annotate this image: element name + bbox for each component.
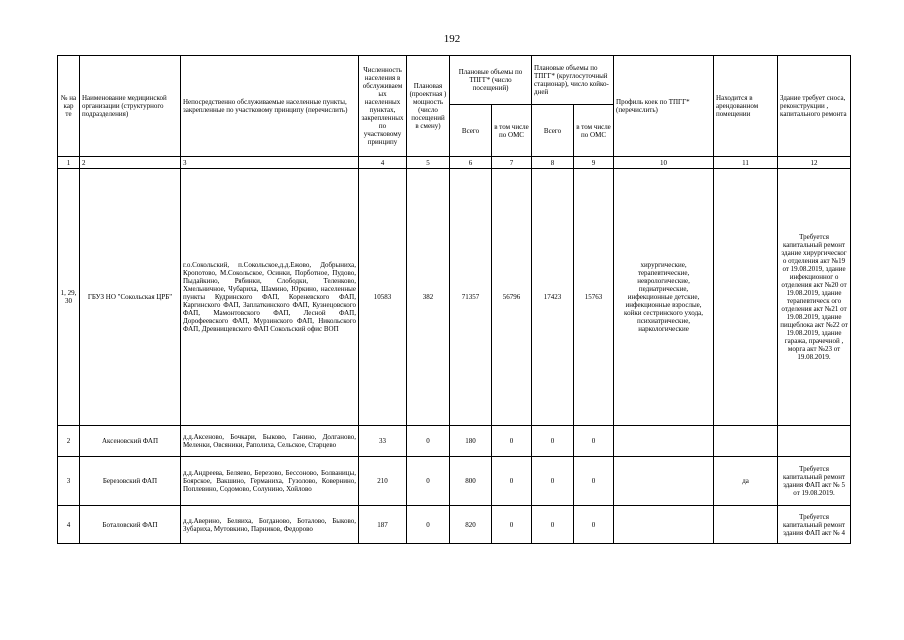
table-row <box>58 169 851 426</box>
header-number: № на кар те <box>58 56 80 157</box>
rented <box>714 506 778 544</box>
capacity: 0 <box>407 426 450 457</box>
page-number: 192 <box>443 33 461 45</box>
table-row <box>58 426 851 457</box>
rented: да <box>714 457 778 506</box>
column-number: 5 <box>407 157 450 169</box>
row-number: 2 <box>58 426 80 457</box>
header-settlements: Непосредственно обслуживаемые населенные пункты, закрепленные по участковому принципу (перечислить) <box>181 56 359 157</box>
beds-total: 17423 <box>532 169 574 426</box>
repair-status: Требуется капитальный ремонт здания ФАП акт № 4 <box>778 506 851 544</box>
visits-oms: 0 <box>492 457 532 506</box>
bed-profile <box>614 506 714 544</box>
capacity: 382 <box>407 169 450 426</box>
table-row <box>58 506 851 544</box>
medical-facilities-table <box>57 55 851 544</box>
beds-oms: 0 <box>574 506 614 544</box>
visits-oms: 0 <box>492 426 532 457</box>
column-number: 9 <box>574 157 614 169</box>
repair-status <box>778 426 851 457</box>
population: 187 <box>359 506 407 544</box>
column-number-row <box>58 157 851 169</box>
beds-oms: 0 <box>574 457 614 506</box>
facility-name: Боталовский ФАП <box>80 506 181 544</box>
column-number: 1 <box>58 157 80 169</box>
repair-status: Требуется капитальный ремонт здание хирургическог о отделения акт №19 от 19.08.2019, здание инфекционног о отделения акт №20 от 19.08.2019, здание терапевтическ ого отделения акт №21 от 19.08.2019, здание пищеблока акт №22 от 19.08.2019, здание гаража, прачечной , морга акт №23 от 19.08.2019. <box>778 169 851 426</box>
column-number: 3 <box>181 157 359 169</box>
visits-oms: 0 <box>492 506 532 544</box>
row-number: 3 <box>58 457 80 506</box>
column-number: 6 <box>450 157 492 169</box>
visits-total: 800 <box>450 457 492 506</box>
visits-total: 180 <box>450 426 492 457</box>
column-number: 11 <box>714 157 778 169</box>
beds-total: 0 <box>532 426 574 457</box>
header-facility-name: Наименование медицинской организации (структурного подразделения) <box>80 56 181 157</box>
beds-oms: 15763 <box>574 169 614 426</box>
row-number: 1, 29, 30 <box>58 169 80 426</box>
column-number: 2 <box>80 157 181 169</box>
header-rented: Находится в арендованном помещении <box>714 56 778 157</box>
capacity: 0 <box>407 457 450 506</box>
beds-total: 0 <box>532 457 574 506</box>
settlements: д.д.Аверино, Беляиха, Богданово, Боталово, Быково, Зубариха, Мутовкино, Парников, Федорово <box>181 506 359 544</box>
header-visits: Плановые объемы по ТПГГ* (число посещений) <box>450 56 532 105</box>
row-number: 4 <box>58 506 80 544</box>
visits-oms: 56796 <box>492 169 532 426</box>
header-capacity: Плановая (проектная ) мощность (число посещений в смену) <box>407 56 450 157</box>
population: 210 <box>359 457 407 506</box>
beds-oms: 0 <box>574 426 614 457</box>
column-number: 12 <box>778 157 851 169</box>
column-number: 10 <box>614 157 714 169</box>
capacity: 0 <box>407 506 450 544</box>
bed-profile <box>614 457 714 506</box>
table-row <box>58 457 851 506</box>
header-beds-oms: в том числе по ОМС <box>574 105 614 157</box>
repair-status: Требуется капитальный ремонт здания ФАП акт № 5 от 19.08.2019. <box>778 457 851 506</box>
header-beds-total: Всего <box>532 105 574 157</box>
beds-total: 0 <box>532 506 574 544</box>
facility-name: Аксеновский ФАП <box>80 426 181 457</box>
header-bed-profile: Профиль коек по ТПГГ* (перечислить) <box>614 56 714 157</box>
rented <box>714 426 778 457</box>
facility-name: Березовский ФАП <box>80 457 181 506</box>
header-population: Численность населения в обслуживаем ых населенных пунктах, закрепленных по участковому принципу <box>359 56 407 157</box>
column-number: 4 <box>359 157 407 169</box>
header-visits-total: Всего <box>450 105 492 157</box>
header-row-1 <box>58 56 851 105</box>
settlements: г.о.Сокольский, п.Сокольское,д.д.Ежово, Добрыниха, Кропотово, М.Сокольское, Осинки, Порботное, Пудово, Пыдайкино, Рябинки, Слободки, Теленково, Хмельничное, Чубариха, Шамино, Юркино, населенные пункты Кудринского ФАП, Кореневского ФАП, Каргинского ФАП, Заплаткинского ФАП, Кузнецовского ФАП, Мамонтовского ФАП, Лесной ФАП, Дорофеевского ФАП, Мурзинского ФАП, Никольского ФАП, Древнищевского ФАП Сокольский офис ВОП <box>181 169 359 426</box>
visits-total: 820 <box>450 506 492 544</box>
bed-profile <box>614 426 714 457</box>
population: 10583 <box>359 169 407 426</box>
visits-total: 71357 <box>450 169 492 426</box>
header-bed-days: Плановые объемы по ТПГГ* (круглосуточный стационар), число койко-дней <box>532 56 614 105</box>
column-number: 8 <box>532 157 574 169</box>
header-visits-oms: в том числе по ОМС <box>492 105 532 157</box>
population: 33 <box>359 426 407 457</box>
settlements: д.д.Андреева, Беляево, Березово, Бессоново, Болваницы, Боярское, Вакшино, Германиха, Гузолово, Ковернино, Поплевино, Содомово, Солунино, Хойлово <box>181 457 359 506</box>
rented <box>714 169 778 426</box>
facility-name: ГБУЗ НО "Сокольская ЦРБ" <box>80 169 181 426</box>
header-repair: Здание требует сноса, реконструкции , капитального ремонта <box>778 56 851 157</box>
bed-profile: хирургические, терапевтические, неврологические, педиатрические, инфекционные детские, инфекционные взрослые, койки сестринского ухода, психиатрические, наркологические <box>614 169 714 426</box>
column-number: 7 <box>492 157 532 169</box>
settlements: д.д.Аксеново, Бочкари, Быково, Ганино, Долганово, Меленки, Овсяники, Раполиха, Сельское, Старцево <box>181 426 359 457</box>
